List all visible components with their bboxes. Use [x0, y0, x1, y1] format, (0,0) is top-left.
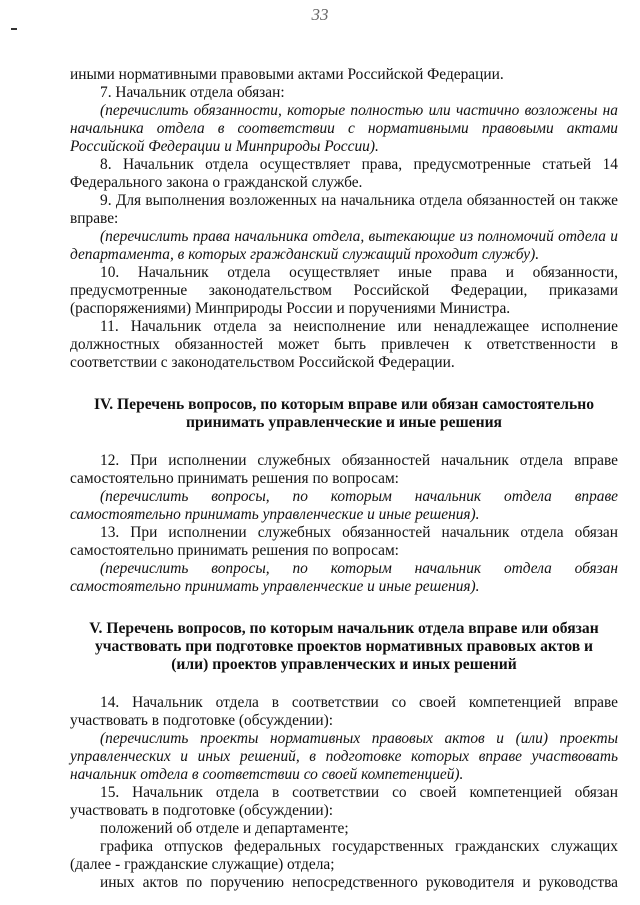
paragraph-14: 14. Начальник отдела в соответствии со своей компетенцией вправе участвовать в подготовке (обсуждении):	[70, 694, 618, 729]
paragraph-15-item-3: иных актов по поручению непосредственного руководителя и руководства	[100, 874, 618, 891]
paragraph-15-item-1: положений об отделе и департаменте;	[100, 820, 349, 837]
paragraph-11: 11. Начальник отдела за неисполнение или ненадлежащее исполнение должностных обязанностей может быть привлечен к ответственности в соответствии с законодательством Российской Федерации.	[70, 318, 618, 371]
paragraph-13-instruction: (перечислить вопросы, по которым начальник отдела обязан самостоятельно принимать управленческие и иные решения).	[70, 560, 618, 595]
margin-mark	[11, 28, 17, 30]
paragraph-13: 13. При исполнении служебных обязанностей начальник отдела обязан самостоятельно принимать решения по вопросам:	[70, 524, 618, 559]
section-heading-4: IV. Перечень вопросов, по которым вправе или обязан самостоятельно принимать управленческие и иные решения	[93, 396, 595, 431]
paragraph-continuation: иными нормативными правовыми актами Российской Федерации.	[70, 66, 504, 83]
paragraph-15: 15. Начальник отдела в соответствии со своей компетенцией обязан участвовать в подготовке (обсуждении):	[70, 784, 618, 819]
section-heading-5: V. Перечень вопросов, по которым начальник отдела вправе или обязан участвовать при подготовке проектов нормативных правовых актов и (или) проектов управленческих и иных решений	[89, 620, 599, 673]
paragraph-8: 8. Начальник отдела осуществляет права, предусмотренные статьей 14 Федерального закона о гражданской службе.	[70, 156, 618, 191]
paragraph-7: 7. Начальник отдела обязан:	[100, 84, 285, 101]
document-body	[70, 66, 618, 892]
paragraph-12: 12. При исполнении служебных обязанностей начальник отдела вправе самостоятельно принимать решения по вопросам:	[70, 452, 618, 487]
paragraph-15-item-2: графика отпусков федеральных государственных гражданских служащих (далее - гражданские служащие) отдела;	[70, 838, 618, 873]
paragraph-14-instruction: (перечислить проекты нормативных правовых актов и (или) проекты управленческих и иных решений, в подготовке которых вправе участвовать начальник отдела в соответствии со своей компетенцией).	[70, 730, 618, 783]
paragraph-9-instruction: (перечислить права начальника отдела, вытекающие из полномочий отдела и департамента, в которых гражданский служащий проходит службу).	[70, 228, 618, 263]
paragraph-10: 10. Начальник отдела осуществляет иные права и обязанности, предусмотренные законодательством Российской Федерации, приказами (распоряжениями) Минприроды России и поручениями Министра.	[70, 264, 618, 317]
paragraph-9: 9. Для выполнения возложенных на начальника отдела обязанностей он также вправе:	[70, 192, 618, 227]
paragraph-12-instruction: (перечислить вопросы, по которым начальник отдела вправе самостоятельно принимать управленческие и иные решения).	[70, 488, 618, 523]
page-number: 33	[311, 5, 329, 24]
paragraph-7-instruction: (перечислить обязанности, которые полностью или частично возложены на начальника отдела в соответствии с нормативными правовыми актами Российской Федерации и Минприроды России).	[70, 102, 618, 155]
